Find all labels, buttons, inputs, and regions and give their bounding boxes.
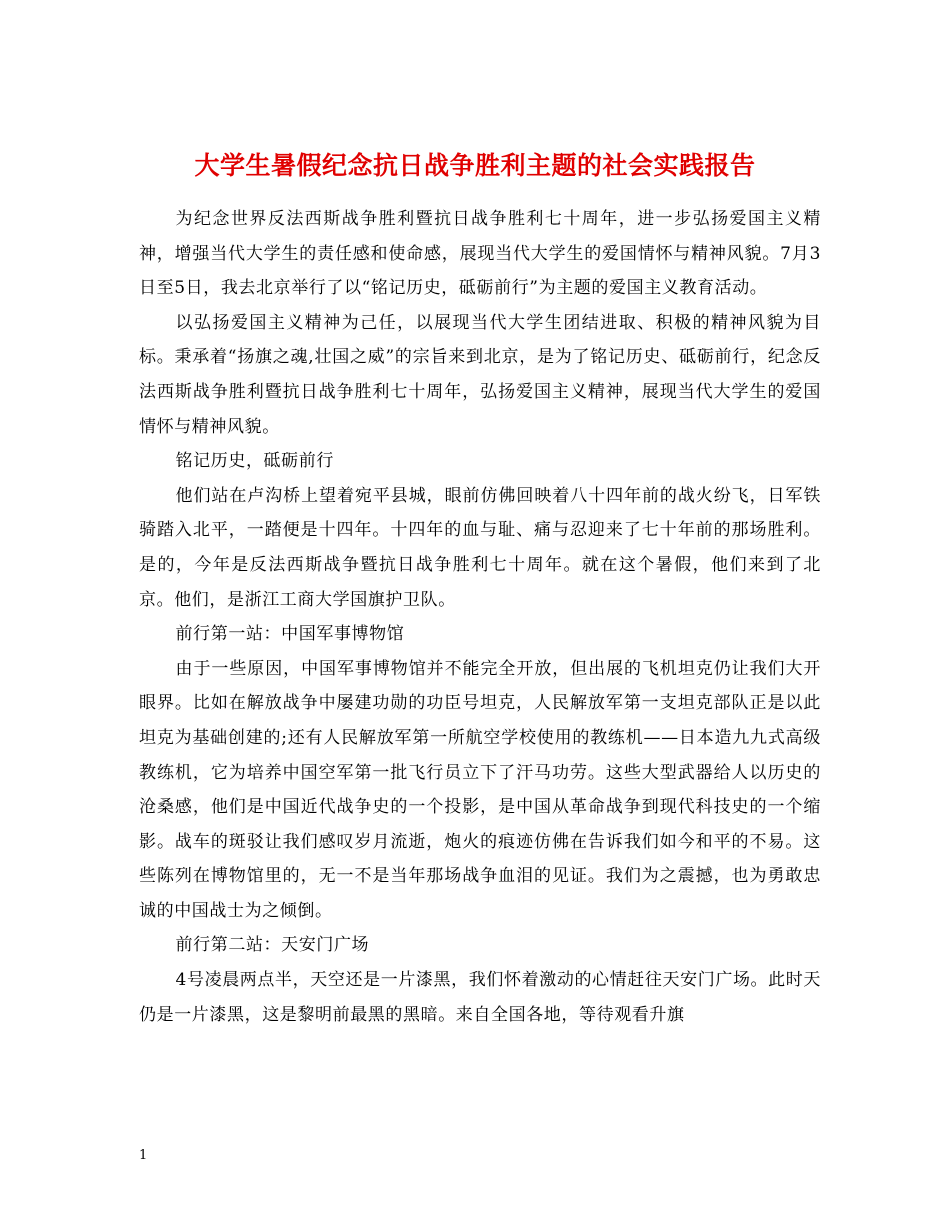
- document-body: [139, 202, 821, 1032]
- section-heading-tiananmen: 前行第二站：天安门广场: [175, 935, 370, 956]
- section-heading-remember-history: 铭记历史，砥砺前行: [175, 451, 334, 472]
- paragraph-intro: 为纪念世界反法西斯战争胜利暨抗日战争胜利七十周年，进一步弘扬爱国主义精神，增强当代大学生的责任感和使命感，展现当代大学生的爱国情怀与精神风貌。7月3日至5日，我去北京举行了以“铭记历史，砥砺前行”为主题的爱国主义教育活动。: [139, 209, 821, 299]
- paragraph-purpose: 以弘扬爱国主义精神为己任，以展现当代大学生团结进取、积极的精神风貌为目标。秉承着“扬旗之魂,壮国之威”的宗旨来到北京，是为了铭记历史、砥砺前行，纪念反法西斯战争胜利暨抗日战争胜利七十周年，弘扬爱国主义精神，展现当代大学生的爱国情怀与精神风貌。: [139, 312, 821, 437]
- section-heading-military-museum: 前行第一站：中国军事博物馆: [175, 624, 405, 645]
- paragraph-military-museum: 由于一些原因，中国军事博物馆并不能完全开放，但出展的飞机坦克仍让我们大开眼界。比如在解放战争中屡建功勋的功臣号坦克，人民解放军第一支坦克部队正是以此坦克为基础创建的;还有人民解放军第一所航空学校使用的教练机——日本造九九式高级教练机，它为培养中国空军第一批飞行员立下了汗马功劳。这些大型武器给人以历史的沧桑感，他们是中国近代战争史的一个投影，是中国从革命战争到现代科技史的一个缩影。战车的斑驳让我们感叹岁月流逝，炮火的痕迹仿佛在告诉我们如今和平的不易。这些陈列在博物馆里的，无一不是当年那场战争血泪的见证。我们为之震撼，也为勇敢忠诚的中国战士为之倾倒。: [139, 658, 821, 921]
- paragraph-lugou-bridge: 他们站在卢沟桥上望着宛平县城，眼前仿佛回映着八十四年前的战火纷飞，日军铁骑踏入北平，一踏便是十四年。十四年的血与耻、痛与忍迎来了七十年前的那场胜利。是的，今年是反法西斯战争暨抗日战争胜利七十周年。就在这个暑假，他们来到了北京。他们，是浙江工商大学国旗护卫队。: [139, 485, 821, 610]
- page-number: 1: [139, 1148, 148, 1163]
- paragraph-tiananmen: 4号凌晨两点半，天空还是一片漆黑，我们怀着激动的心情赶往天安门广场。此时天仍是一片漆黑，这是黎明前最黑的黑暗。来自全国各地，等待观看升旗: [139, 970, 821, 1025]
- document-title: 大学生暑假纪念抗日战争胜利主题的社会实践报告: [194, 150, 756, 180]
